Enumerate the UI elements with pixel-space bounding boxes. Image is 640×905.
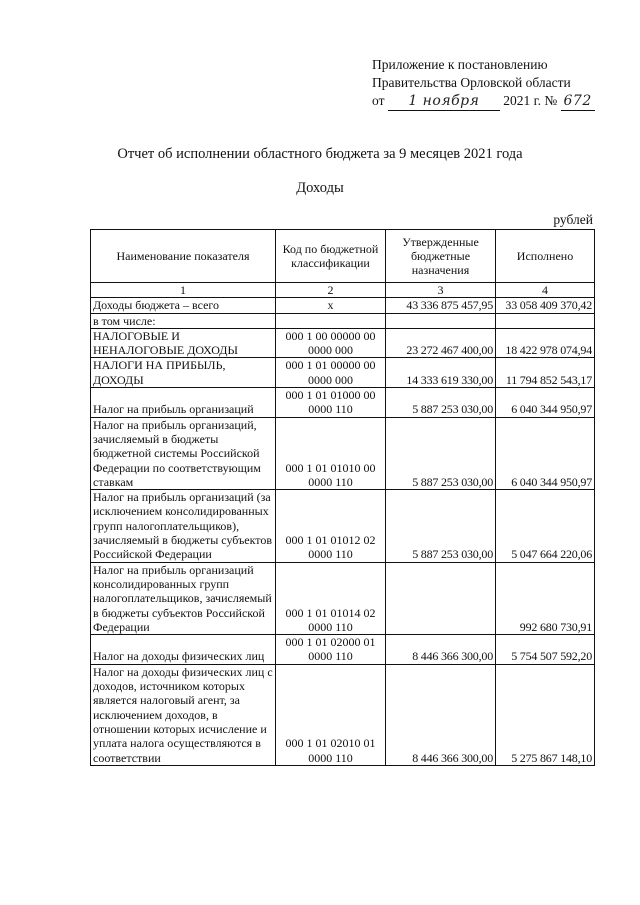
row-executed: 18 422 978 074,94 (496, 328, 595, 358)
date-suffix: 2021 г. № (503, 93, 558, 108)
row-executed: 992 680 730,91 (496, 562, 595, 634)
row-executed (496, 313, 595, 328)
handwritten-number: 672 (561, 92, 595, 111)
table-row (91, 298, 595, 313)
row-code: 000 1 01 02000 01 0000 110 (276, 635, 386, 665)
table-row (91, 664, 595, 765)
row-code: 000 1 01 01012 02 0000 110 (276, 490, 386, 562)
row-name: НАЛОГИ НА ПРИБЫЛЬ, ДОХОДЫ (91, 358, 276, 388)
row-executed: 11 794 852 543,17 (496, 358, 595, 388)
column-number: 2 (276, 283, 386, 298)
row-name: Налог на прибыль организаций, зачисляемый в бюджеты бюджетной системы Российской Федерации по соответствующим ставкам (91, 417, 276, 489)
row-code: x (276, 298, 386, 313)
row-executed: 6 040 344 950,97 (496, 388, 595, 418)
appendix-line-2: Правительства Орловской области (372, 75, 571, 90)
column-numbers-row (91, 283, 595, 298)
row-name: Налог на прибыль организаций (за исключением консолидированных групп налогоплательщиков), зачисляемый в бюджеты субъектов Российской Федерации (91, 490, 276, 562)
appendix-date-line (372, 92, 622, 111)
units-label: рублей (553, 212, 593, 227)
row-name: в том числе: (91, 313, 276, 328)
row-name: НАЛОГОВЫЕ И НЕНАЛОГОВЫЕ ДОХОДЫ (91, 328, 276, 358)
date-prefix: от (372, 93, 385, 108)
row-executed: 5 275 867 148,10 (496, 664, 595, 765)
column-number: 1 (91, 283, 276, 298)
row-name: Налог на прибыль организаций консолидированных групп налогоплательщиков, зачисляемый в бюджеты субъектов Российской Федерации (91, 562, 276, 634)
row-approved: 43 336 875 457,95 (386, 298, 496, 313)
header-approved: Утвержденные бюджетные назначения (386, 230, 496, 283)
appendix-line-1: Приложение к постановлению (372, 57, 548, 72)
row-approved: 5 887 253 030,00 (386, 388, 496, 418)
row-code (276, 313, 386, 328)
row-approved (386, 313, 496, 328)
row-name: Налог на доходы физических лиц (91, 635, 276, 665)
row-code: 000 1 01 00000 00 0000 000 (276, 358, 386, 388)
row-approved: 5 887 253 030,00 (386, 417, 496, 489)
row-name: Доходы бюджета – всего (91, 298, 276, 313)
row-name: Налог на доходы физических лиц с доходов, источником которых является налоговый агент, за исключением доходов, в отношении которых исчисление и уплата налога осуществляются в соответствии (91, 664, 276, 765)
row-name: Налог на прибыль организаций (91, 388, 276, 418)
row-executed: 33 058 409 370,42 (496, 298, 595, 313)
header-code: Код по бюджетной классификации (276, 230, 386, 283)
table-row (91, 358, 595, 388)
appendix-header (372, 56, 622, 111)
table-row (91, 417, 595, 489)
row-approved: 5 887 253 030,00 (386, 490, 496, 562)
table-row (91, 313, 595, 328)
report-subtitle: Доходы (296, 180, 344, 196)
row-code: 000 1 01 01014 02 0000 110 (276, 562, 386, 634)
row-code: 000 1 00 00000 00 0000 000 (276, 328, 386, 358)
header-name: Наименование показателя (91, 230, 276, 283)
row-approved: 23 272 467 400,00 (386, 328, 496, 358)
row-executed: 5 047 664 220,06 (496, 490, 595, 562)
table-row (91, 388, 595, 418)
header-executed: Исполнено (496, 230, 595, 283)
row-executed: 5 754 507 592,20 (496, 635, 595, 665)
row-approved: 14 333 619 330,00 (386, 358, 496, 388)
row-approved: 8 446 366 300,00 (386, 635, 496, 665)
table-row (91, 635, 595, 665)
report-title: Отчет об исполнении областного бюджета за 9 месяцев 2021 года (117, 146, 523, 162)
table-row (91, 490, 595, 562)
row-code: 000 1 01 01010 00 0000 110 (276, 417, 386, 489)
row-executed: 6 040 344 950,97 (496, 417, 595, 489)
handwritten-date: 1 ноября (388, 92, 500, 111)
income-table (90, 229, 595, 766)
column-number: 4 (496, 283, 595, 298)
table-row (91, 562, 595, 634)
table-header-row (91, 230, 595, 283)
row-code: 000 1 01 01000 00 0000 110 (276, 388, 386, 418)
row-approved: 8 446 366 300,00 (386, 664, 496, 765)
row-approved (386, 562, 496, 634)
table-row (91, 328, 595, 358)
column-number: 3 (386, 283, 496, 298)
row-code: 000 1 01 02010 01 0000 110 (276, 664, 386, 765)
